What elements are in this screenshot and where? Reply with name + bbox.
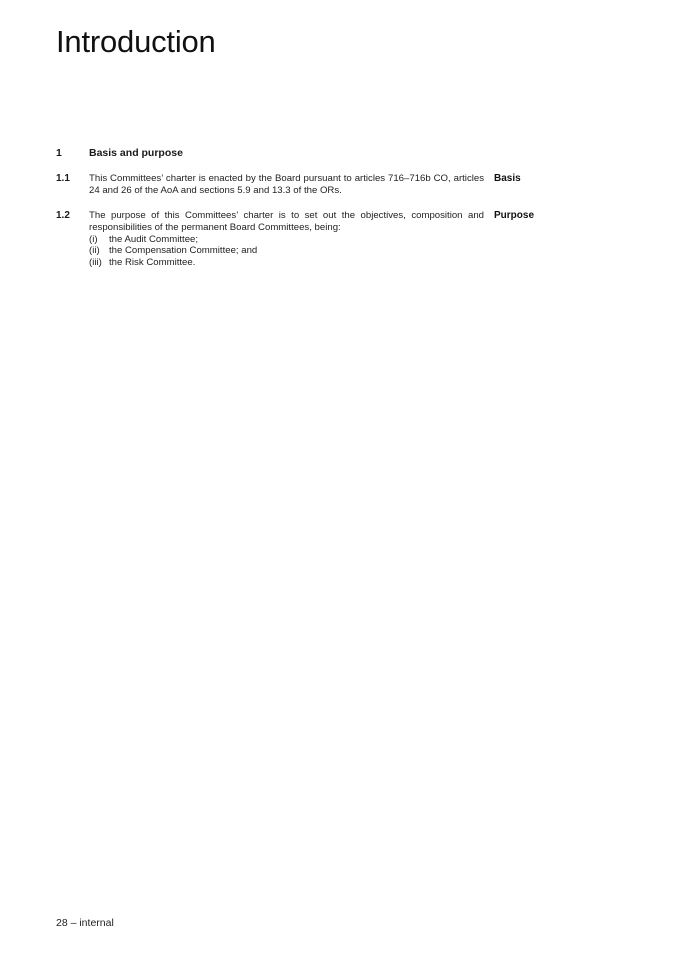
list-item <box>89 234 484 246</box>
list-item-number: (i) <box>89 233 98 245</box>
clause-1-2 <box>56 210 536 270</box>
list-item-text: the Compensation Committee; and <box>109 245 258 257</box>
list-item-number: (iii) <box>89 257 102 269</box>
section-heading <box>56 147 536 159</box>
clause-text: This Committees’ charter is enacted by the Board pursuant to articles 716–716b CO, articles 24 and 26 of the AoA and sections 5.9 and 13.3 of the ORs. <box>89 173 484 196</box>
clause-number: 1.2 <box>56 210 70 221</box>
clause-body <box>89 210 484 269</box>
section-number: 1 <box>56 147 62 159</box>
committee-list <box>89 234 484 269</box>
list-item-number: (ii) <box>89 245 100 257</box>
clause-text: The purpose of this Committees’ charter is to set out the objectives, composition and responsibilities of the permanent Board Committees, being: <box>89 210 484 233</box>
list-item <box>89 245 484 257</box>
clause-side-label: Basis <box>494 173 521 184</box>
list-item <box>89 257 484 269</box>
clause-1-1 <box>56 173 536 199</box>
list-item-text: the Audit Committee; <box>109 233 199 245</box>
page-title: Introduction <box>56 24 216 59</box>
page-footer: 28 – internal <box>56 917 114 929</box>
clause-number: 1.1 <box>56 173 70 184</box>
list-item-text: the Risk Committee. <box>109 257 196 269</box>
section-title: Basis and purpose <box>89 147 183 159</box>
clause-side-label: Purpose <box>494 210 535 221</box>
